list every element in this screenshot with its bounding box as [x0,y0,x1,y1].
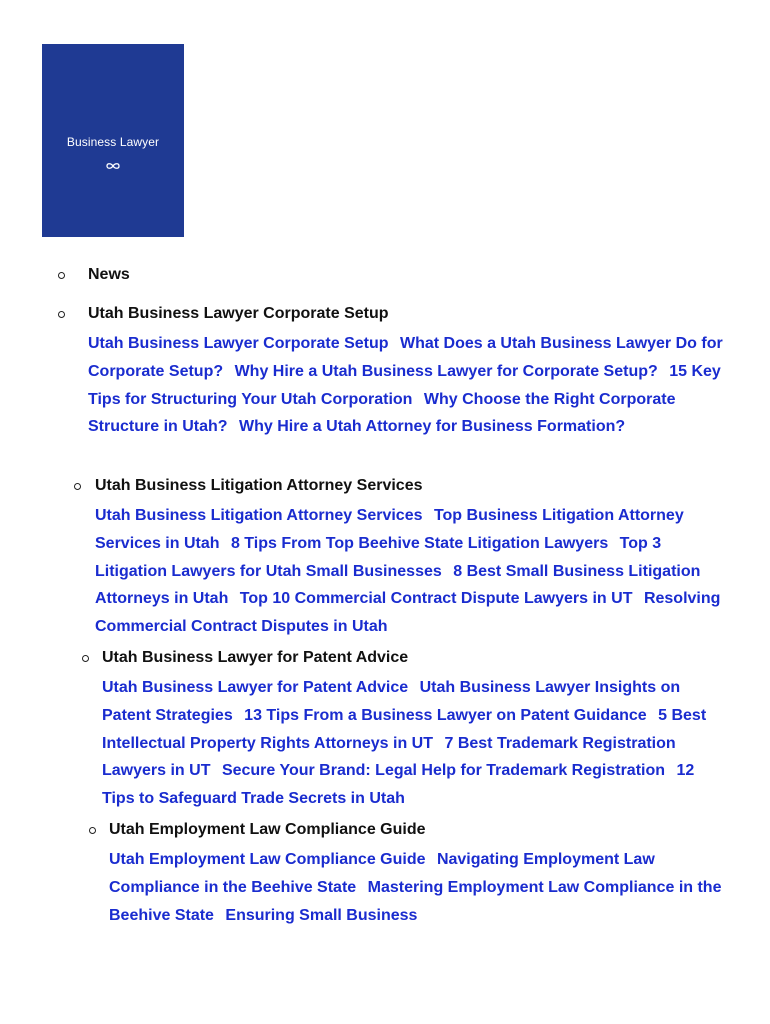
section-links [88,330,730,441]
bullet-icon [82,655,89,662]
logo-text: Business Lawyer [66,135,160,149]
section-link[interactable]: Utah Business Lawyer Corporate Setup [88,335,389,352]
menu-section-employment [109,820,730,929]
section-link[interactable]: Utah Employment Law Compliance Guide [109,851,426,868]
section-link[interactable]: Why Hire a Utah Attorney for Business Formation? [239,418,626,436]
section-link[interactable]: Navigating Employment Law Compliance in the Beehive State [109,851,655,896]
section-link[interactable]: 12 Tips to Safeguard Trade Secrets in Utah [102,762,695,808]
bullet-icon [58,272,65,279]
section-link[interactable]: 15 Key Tips for Structuring Your Utah Corporation [88,362,721,408]
section-link[interactable]: 5 Best Intellectual Property Rights Attorneys in UT [102,706,707,752]
section-link[interactable]: Resolving Commercial Contract Disputes in Utah [95,590,721,636]
section-heading[interactable]: Utah Business Litigation Attorney Services [95,477,423,494]
section-link[interactable]: Secure Your Brand: Legal Help for Trademark Registration [221,762,666,780]
section-link[interactable]: 8 Tips From Top Beehive State Litigation Lawyers [230,534,609,552]
section-links [102,674,730,813]
section-heading[interactable]: Utah Business Lawyer for Patent Advice [102,649,409,666]
section-link[interactable]: Utah Business Lawyer Insights on Patent Strategies [102,679,681,724]
section-link[interactable]: Why Choose the Right Corporate Structure in Utah? [88,390,676,436]
section-links [95,502,730,641]
menu-section-patent [102,648,730,813]
menu-section-litigation [95,476,730,641]
nav-news-label[interactable]: News [88,266,130,283]
section-heading[interactable]: Utah Business Lawyer Corporate Setup [88,305,389,322]
section-link[interactable]: Top 10 Commercial Contract Dispute Lawyers in UT [239,590,633,608]
site-logo[interactable] [42,44,184,237]
section-link[interactable]: Utah Business Lawyer for Patent Advice [102,679,409,696]
section-heading[interactable]: Utah Employment Law Compliance Guide [109,821,426,838]
section-link[interactable]: Top Business Litigation Attorney Services in Utah [95,507,684,552]
bullet-icon [74,483,81,490]
bullet-icon [58,311,65,318]
menu-section-corporate-setup [88,304,730,441]
infinity-link-icon [105,160,121,172]
section-link[interactable]: Why Hire a Utah Business Lawyer for Corporate Setup? [234,362,658,380]
bullet-icon [89,827,96,834]
section-link[interactable]: What Does a Utah Business Lawyer Do for Corporate Setup? [88,335,723,380]
section-link[interactable]: Top 3 Litigation Lawyers for Utah Small Businesses [95,534,662,580]
section-link[interactable]: Utah Business Litigation Attorney Services [95,507,423,524]
section-link[interactable]: 8 Best Small Business Litigation Attorneys in Utah [95,562,701,608]
section-link[interactable]: 7 Best Trademark Registration Lawyers in UT [102,734,676,780]
section-links [109,846,730,929]
section-link[interactable]: Mastering Employment Law Compliance in the Beehive State [109,878,722,924]
section-link[interactable]: Ensuring Small Business [225,906,418,924]
nav-news[interactable] [88,265,730,285]
section-link[interactable]: 13 Tips From a Business Lawyer on Patent Guidance [244,706,647,724]
